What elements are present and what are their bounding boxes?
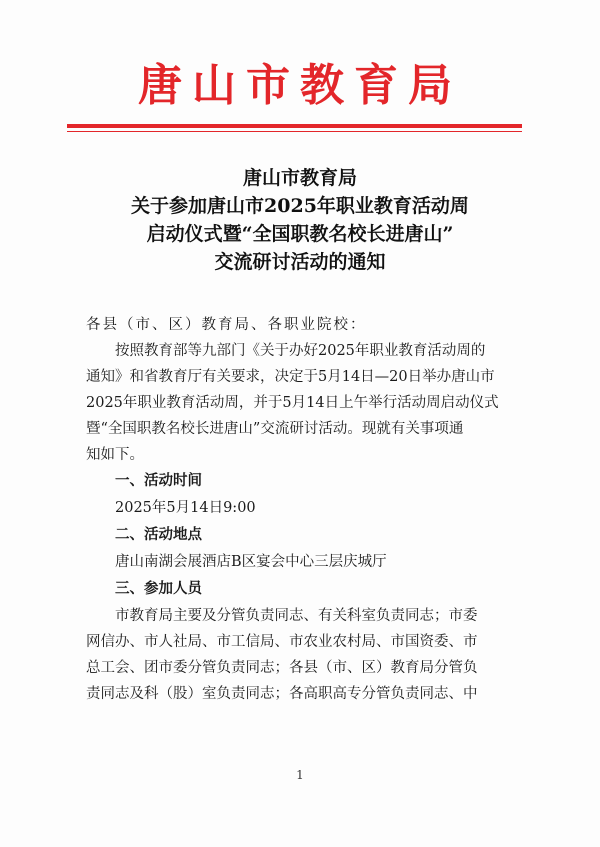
paragraph-line: 责同志及科（股）室负责同志；各高职高专分管负责同志、中 — [86, 686, 478, 702]
section-heading-participants: 三、参加人员 — [115, 581, 202, 597]
salutation: 各县（市、区）教育局、各职业院校： — [86, 317, 367, 333]
title-line: 唐山市教育局 — [242, 167, 357, 189]
letterhead-title: 唐山市教育局 — [138, 60, 462, 111]
title-line: 交流研讨活动的通知 — [214, 251, 386, 273]
paragraph-line: 暨“全国职教名校长进唐山”交流研讨活动。现就有关事项通 — [86, 421, 464, 437]
letterhead-rule-thick — [67, 124, 522, 128]
page-number: 1 — [296, 768, 304, 782]
paragraph-line: 按照教育部等九部门《关于办好2025年职业教育活动周的 — [115, 343, 486, 359]
notice-title — [0, 164, 600, 276]
title-line: 启动仪式暨“全国职教名校长进唐山” — [146, 223, 454, 245]
paragraph-line: 通知》和省教育厅有关要求，决定于5月14日—20日举办唐山市 — [86, 369, 495, 385]
section-content-time: 2025年5月14日9:00 — [115, 500, 256, 516]
intro-paragraph — [86, 338, 526, 468]
participants-paragraph — [86, 603, 526, 707]
section-content-location: 唐山南湖会展酒店B区宴会中心三层庆城厅 — [115, 554, 387, 570]
notice-body — [86, 312, 526, 707]
title-line: 关于参加唐山市2025年职业教育活动周 — [131, 195, 469, 217]
paragraph-line: 知如下。 — [86, 447, 144, 463]
section-heading-time: 一、活动时间 — [115, 473, 202, 489]
paragraph-line: 总工会、团市委分管负责同志；各县（市、区）教育局分管负 — [86, 660, 478, 676]
paragraph-line: 市教育局主要及分管负责同志、有关科室负责同志；市委 — [115, 608, 478, 624]
section-heading-location: 二、活动地点 — [115, 527, 202, 543]
paragraph-line: 网信办、市人社局、市工信局、市农业农村局、市国资委、市 — [86, 634, 478, 650]
paragraph-line: 2025年职业教育活动周，并于5月14日上午举行活动周启动仪式 — [86, 395, 499, 411]
letterhead-rule-thin — [67, 131, 522, 132]
